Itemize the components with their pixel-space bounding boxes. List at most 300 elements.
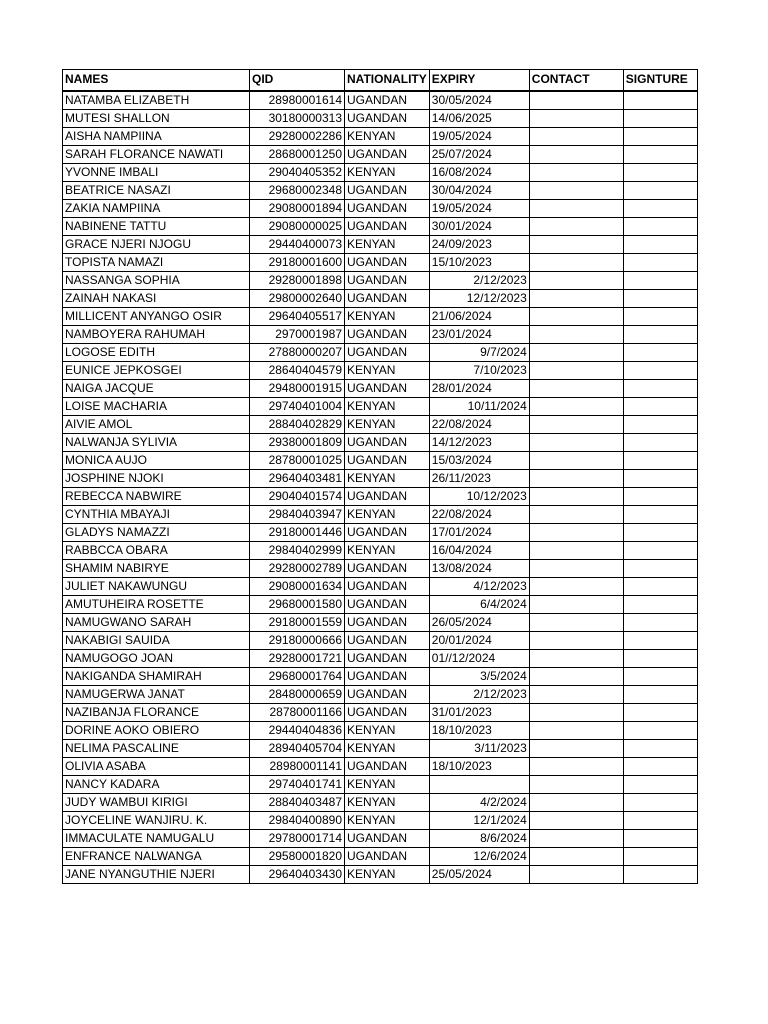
signature-cell: [623, 109, 697, 127]
contact-cell: [529, 109, 623, 127]
contact-cell: [529, 523, 623, 541]
name-cell: GRACE NJERI NJOGU: [63, 235, 250, 253]
expiry-cell: 4/12/2023: [429, 577, 529, 595]
qid-cell: 29680001580: [250, 595, 345, 613]
signature-cell: [623, 829, 697, 847]
signature-cell: [623, 181, 697, 199]
contact-cell: [529, 433, 623, 451]
expiry-cell: 18/10/2023: [429, 757, 529, 775]
qid-cell: 29040405352: [250, 163, 345, 181]
name-cell: LOGOSE EDITH: [63, 343, 250, 361]
table-row: [63, 559, 698, 577]
nationality-cell: UGANDAN: [345, 181, 430, 199]
signature-cell: [623, 631, 697, 649]
expiry-cell: 4/2/2024: [429, 793, 529, 811]
contact-cell: [529, 127, 623, 145]
qid-cell: 29740401004: [250, 397, 345, 415]
header-names: NAMES: [63, 70, 250, 91]
qid-cell: 29480001915: [250, 379, 345, 397]
nationality-cell: KENYAN: [345, 163, 430, 181]
signature-cell: [623, 847, 697, 865]
contact-cell: [529, 487, 623, 505]
expiry-cell: 18/10/2023: [429, 721, 529, 739]
signature-cell: [623, 667, 697, 685]
qid-cell: 29440400073: [250, 235, 345, 253]
signature-cell: [623, 433, 697, 451]
signature-cell: [623, 811, 697, 829]
table-row: [63, 307, 698, 325]
qid-cell: 29080001634: [250, 577, 345, 595]
nationality-cell: KENYAN: [345, 307, 430, 325]
expiry-cell: 12/12/2023: [429, 289, 529, 307]
qid-cell: 29040401574: [250, 487, 345, 505]
expiry-cell: 16/04/2024: [429, 541, 529, 559]
table-row: [63, 541, 698, 559]
expiry-cell: 10/12/2023: [429, 487, 529, 505]
expiry-cell: 30/01/2024: [429, 217, 529, 235]
contact-cell: [529, 505, 623, 523]
nationality-cell: UGANDAN: [345, 595, 430, 613]
expiry-cell: 13/08/2024: [429, 559, 529, 577]
contact-cell: [529, 199, 623, 217]
qid-cell: 29280001898: [250, 271, 345, 289]
qid-cell: 28680001250: [250, 145, 345, 163]
name-cell: MUTESI SHALLON: [63, 109, 250, 127]
table-row: [63, 415, 698, 433]
signature-cell: [623, 163, 697, 181]
contact-cell: [529, 91, 623, 110]
signature-cell: [623, 613, 697, 631]
signature-cell: [623, 325, 697, 343]
signature-cell: [623, 541, 697, 559]
expiry-cell: 19/05/2024: [429, 199, 529, 217]
table-row: [63, 757, 698, 775]
name-cell: BEATRICE NASAZI: [63, 181, 250, 199]
name-cell: NELIMA PASCALINE: [63, 739, 250, 757]
expiry-cell: 23/01/2024: [429, 325, 529, 343]
expiry-cell: 22/08/2024: [429, 415, 529, 433]
name-cell: NASSANGA SOPHIA: [63, 271, 250, 289]
signature-cell: [623, 91, 697, 110]
expiry-cell: 6/4/2024: [429, 595, 529, 613]
table-row: [63, 505, 698, 523]
contact-cell: [529, 163, 623, 181]
contact-cell: [529, 685, 623, 703]
expiry-cell: 21/06/2024: [429, 307, 529, 325]
nationality-cell: UGANDAN: [345, 829, 430, 847]
qid-cell: 28840403487: [250, 793, 345, 811]
contact-cell: [529, 577, 623, 595]
nationality-cell: UGANDAN: [345, 487, 430, 505]
name-cell: TOPISTA NAMAZI: [63, 253, 250, 271]
signature-cell: [623, 793, 697, 811]
table-row: [63, 613, 698, 631]
signature-cell: [623, 415, 697, 433]
signature-cell: [623, 469, 697, 487]
nationality-cell: UGANDAN: [345, 325, 430, 343]
signature-cell: [623, 397, 697, 415]
signature-cell: [623, 559, 697, 577]
contact-cell: [529, 415, 623, 433]
table-row: [63, 289, 698, 307]
qid-cell: 29580001820: [250, 847, 345, 865]
contact-cell: [529, 667, 623, 685]
name-cell: NAKABIGI SAUIDA: [63, 631, 250, 649]
name-cell: GLADYS NAMAZZI: [63, 523, 250, 541]
nationality-cell: UGANDAN: [345, 667, 430, 685]
nationality-cell: UGANDAN: [345, 217, 430, 235]
signature-cell: [623, 343, 697, 361]
contact-cell: [529, 271, 623, 289]
name-cell: SHAMIM NABIRYE: [63, 559, 250, 577]
signature-cell: [623, 523, 697, 541]
signature-cell: [623, 487, 697, 505]
nationality-cell: UGANDAN: [345, 631, 430, 649]
name-cell: ZAINAH NAKASI: [63, 289, 250, 307]
qid-cell: 28480000659: [250, 685, 345, 703]
qid-cell: 29680001764: [250, 667, 345, 685]
contact-cell: [529, 865, 623, 883]
qid-cell: 29080000025: [250, 217, 345, 235]
name-cell: NABINENE TATTU: [63, 217, 250, 235]
table-row: [63, 145, 698, 163]
table-row: [63, 217, 698, 235]
nationality-cell: UGANDAN: [345, 289, 430, 307]
name-cell: NAMUGOGO JOAN: [63, 649, 250, 667]
nationality-cell: UGANDAN: [345, 271, 430, 289]
signature-cell: [623, 235, 697, 253]
expiry-cell: 28/01/2024: [429, 379, 529, 397]
signature-cell: [623, 775, 697, 793]
contact-cell: [529, 847, 623, 865]
qid-cell: 28840402829: [250, 415, 345, 433]
contact-cell: [529, 289, 623, 307]
signature-cell: [623, 703, 697, 721]
expiry-cell: 14/06/2025: [429, 109, 529, 127]
name-cell: OLIVIA ASABA: [63, 757, 250, 775]
table-row: [63, 433, 698, 451]
signature-cell: [623, 199, 697, 217]
table-row: [63, 487, 698, 505]
contact-cell: [529, 703, 623, 721]
name-cell: YVONNE IMBALI: [63, 163, 250, 181]
name-cell: MILLICENT ANYANGO OSIR: [63, 307, 250, 325]
qid-cell: 29440404836: [250, 721, 345, 739]
nationality-cell: KENYAN: [345, 235, 430, 253]
table-row: [63, 379, 698, 397]
name-cell: DORINE AOKO OBIERO: [63, 721, 250, 739]
table-row: [63, 523, 698, 541]
contact-cell: [529, 739, 623, 757]
qid-cell: 2970001987: [250, 325, 345, 343]
expiry-cell: 10/11/2024: [429, 397, 529, 415]
nationality-cell: UGANDAN: [345, 145, 430, 163]
expiry-cell: 20/01/2024: [429, 631, 529, 649]
table-row: [63, 199, 698, 217]
name-cell: AISHA NAMPIINA: [63, 127, 250, 145]
table-row: [63, 271, 698, 289]
header-signature: SIGNTURE: [623, 70, 697, 91]
header-qid: QID: [250, 70, 345, 91]
table-row: [63, 577, 698, 595]
qid-cell: 28640404579: [250, 361, 345, 379]
table-row: [63, 181, 698, 199]
signature-cell: [623, 289, 697, 307]
nationality-cell: KENYAN: [345, 505, 430, 523]
signature-cell: [623, 505, 697, 523]
qid-cell: 29640403481: [250, 469, 345, 487]
contact-cell: [529, 559, 623, 577]
table-row: [63, 109, 698, 127]
header-nationality: NATIONALITY: [345, 70, 430, 91]
nationality-cell: KENYAN: [345, 739, 430, 757]
header-expiry: EXPIRY: [429, 70, 529, 91]
contact-cell: [529, 631, 623, 649]
qid-cell: 29840403947: [250, 505, 345, 523]
name-cell: AMUTUHEIRA ROSETTE: [63, 595, 250, 613]
qid-cell: 29640405517: [250, 307, 345, 325]
nationality-cell: UGANDAN: [345, 649, 430, 667]
contact-cell: [529, 235, 623, 253]
nationality-cell: KENYAN: [345, 415, 430, 433]
table-row: [63, 775, 698, 793]
name-cell: AIVIE AMOL: [63, 415, 250, 433]
nationality-cell: UGANDAN: [345, 613, 430, 631]
contact-cell: [529, 721, 623, 739]
nationality-cell: KENYAN: [345, 397, 430, 415]
expiry-cell: 31/01/2023: [429, 703, 529, 721]
qid-cell: 29740401741: [250, 775, 345, 793]
nationality-cell: UGANDAN: [345, 199, 430, 217]
table-row: [63, 163, 698, 181]
qid-cell: 28780001025: [250, 451, 345, 469]
name-cell: JOYCELINE WANJIRU. K.: [63, 811, 250, 829]
header-row: [63, 70, 698, 91]
name-cell: RABBCCA OBARA: [63, 541, 250, 559]
name-cell: JANE NYANGUTHIE NJERI: [63, 865, 250, 883]
qid-cell: 29780001714: [250, 829, 345, 847]
qid-cell: 28940405704: [250, 739, 345, 757]
nationality-cell: UGANDAN: [345, 109, 430, 127]
table-row: [63, 397, 698, 415]
qid-cell: 29280002789: [250, 559, 345, 577]
nationality-cell: UGANDAN: [345, 451, 430, 469]
table-row: [63, 649, 698, 667]
name-cell: JOSPHINE NJOKI: [63, 469, 250, 487]
name-cell: NAKIGANDA SHAMIRAH: [63, 667, 250, 685]
table-row: [63, 235, 698, 253]
signature-cell: [623, 253, 697, 271]
contact-cell: [529, 613, 623, 631]
name-cell: NAIGA JACQUE: [63, 379, 250, 397]
expiry-cell: 22/08/2024: [429, 505, 529, 523]
signature-cell: [623, 271, 697, 289]
contact-cell: [529, 595, 623, 613]
expiry-cell: 14/12/2023: [429, 433, 529, 451]
nationality-cell: UGANDAN: [345, 559, 430, 577]
signature-cell: [623, 595, 697, 613]
name-cell: EUNICE JEPKOSGEI: [63, 361, 250, 379]
table-row: [63, 793, 698, 811]
signature-cell: [623, 361, 697, 379]
contact-cell: [529, 541, 623, 559]
table-row: [63, 325, 698, 343]
nationality-cell: UGANDAN: [345, 703, 430, 721]
nationality-cell: KENYAN: [345, 721, 430, 739]
qid-cell: 29840402999: [250, 541, 345, 559]
signature-cell: [623, 721, 697, 739]
qid-cell: 29180001446: [250, 523, 345, 541]
signature-cell: [623, 127, 697, 145]
signature-cell: [623, 217, 697, 235]
table-body: [63, 91, 698, 884]
contact-cell: [529, 181, 623, 199]
contact-cell: [529, 361, 623, 379]
signature-cell: [623, 685, 697, 703]
expiry-cell: 3/5/2024: [429, 667, 529, 685]
qid-cell: 27880000207: [250, 343, 345, 361]
name-cell: NAMUGWANO SARAH: [63, 613, 250, 631]
nationality-cell: KENYAN: [345, 775, 430, 793]
expiry-cell: 9/7/2024: [429, 343, 529, 361]
expiry-cell: 7/10/2023: [429, 361, 529, 379]
nationality-cell: UGANDAN: [345, 433, 430, 451]
name-cell: IMMACULATE NAMUGALU: [63, 829, 250, 847]
nationality-cell: UGANDAN: [345, 523, 430, 541]
nationality-cell: UGANDAN: [345, 379, 430, 397]
table-row: [63, 361, 698, 379]
contact-cell: [529, 451, 623, 469]
signature-cell: [623, 145, 697, 163]
expiry-cell: 12/1/2024: [429, 811, 529, 829]
contact-cell: [529, 343, 623, 361]
table-row: [63, 703, 698, 721]
nationality-cell: KENYAN: [345, 865, 430, 883]
table-row: [63, 253, 698, 271]
name-cell: SARAH FLORANCE NAWATI: [63, 145, 250, 163]
name-cell: MONICA AUJO: [63, 451, 250, 469]
qid-cell: 29180001600: [250, 253, 345, 271]
signature-cell: [623, 379, 697, 397]
expiry-cell: 25/05/2024: [429, 865, 529, 883]
expiry-cell: 25/07/2024: [429, 145, 529, 163]
table-row: [63, 469, 698, 487]
qid-cell: 29380001809: [250, 433, 345, 451]
table-row: [63, 667, 698, 685]
nationality-cell: UGANDAN: [345, 253, 430, 271]
expiry-cell: 2/12/2023: [429, 271, 529, 289]
name-cell: CYNTHIA MBAYAJI: [63, 505, 250, 523]
contact-cell: [529, 379, 623, 397]
name-cell: NAMUGERWA JANAT: [63, 685, 250, 703]
table-row: [63, 739, 698, 757]
table-row: [63, 685, 698, 703]
table-row: [63, 847, 698, 865]
expiry-cell: 01//12/2024: [429, 649, 529, 667]
nationality-cell: KENYAN: [345, 541, 430, 559]
contact-cell: [529, 145, 623, 163]
name-cell: NAMBOYERA RAHUMAH: [63, 325, 250, 343]
signature-cell: [623, 577, 697, 595]
table-row: [63, 631, 698, 649]
name-cell: REBECCA NABWIRE: [63, 487, 250, 505]
qid-cell: 29280002286: [250, 127, 345, 145]
nationality-cell: KENYAN: [345, 361, 430, 379]
contact-cell: [529, 757, 623, 775]
signature-cell: [623, 865, 697, 883]
table-row: [63, 595, 698, 613]
nationality-cell: UGANDAN: [345, 847, 430, 865]
expiry-cell: [429, 775, 529, 793]
name-cell: JULIET NAKAWUNGU: [63, 577, 250, 595]
expiry-cell: 26/11/2023: [429, 469, 529, 487]
name-cell: NAZIBANJA FLORANCE: [63, 703, 250, 721]
table-row: [63, 811, 698, 829]
contact-cell: [529, 793, 623, 811]
table-row: [63, 343, 698, 361]
signature-cell: [623, 739, 697, 757]
expiry-cell: 30/04/2024: [429, 181, 529, 199]
qid-cell: 30180000313: [250, 109, 345, 127]
nationality-cell: KENYAN: [345, 793, 430, 811]
qid-cell: 28780001166: [250, 703, 345, 721]
signature-cell: [623, 757, 697, 775]
contact-cell: [529, 217, 623, 235]
signature-cell: [623, 307, 697, 325]
contact-cell: [529, 811, 623, 829]
expiry-cell: 17/01/2024: [429, 523, 529, 541]
table-row: [63, 91, 698, 110]
contact-cell: [529, 775, 623, 793]
name-cell: NALWANJA SYLIVIA: [63, 433, 250, 451]
expiry-cell: 2/12/2023: [429, 685, 529, 703]
expiry-cell: 30/05/2024: [429, 91, 529, 110]
name-cell: ZAKIA NAMPIINA: [63, 199, 250, 217]
contact-cell: [529, 649, 623, 667]
contact-cell: [529, 829, 623, 847]
expiry-cell: 12/6/2024: [429, 847, 529, 865]
contact-cell: [529, 469, 623, 487]
qid-cell: 29180000666: [250, 631, 345, 649]
qid-cell: 29640403430: [250, 865, 345, 883]
contact-cell: [529, 325, 623, 343]
expiry-cell: 16/08/2024: [429, 163, 529, 181]
table-row: [63, 865, 698, 883]
nationality-cell: UGANDAN: [345, 757, 430, 775]
qid-cell: 29180001559: [250, 613, 345, 631]
expiry-cell: 15/10/2023: [429, 253, 529, 271]
table-row: [63, 721, 698, 739]
qid-cell: 28980001141: [250, 757, 345, 775]
expiry-cell: 19/05/2024: [429, 127, 529, 145]
contact-cell: [529, 253, 623, 271]
nationality-cell: KENYAN: [345, 811, 430, 829]
nationality-cell: UGANDAN: [345, 577, 430, 595]
header-contact: CONTACT: [529, 70, 623, 91]
expiry-cell: 15/03/2024: [429, 451, 529, 469]
qid-cell: 29680002348: [250, 181, 345, 199]
contact-cell: [529, 307, 623, 325]
table-row: [63, 127, 698, 145]
expiry-cell: 24/09/2023: [429, 235, 529, 253]
name-cell: NATAMBA ELIZABETH: [63, 91, 250, 110]
register-table: [62, 69, 698, 884]
qid-cell: 29840400890: [250, 811, 345, 829]
nationality-cell: UGANDAN: [345, 343, 430, 361]
expiry-cell: 3/11/2023: [429, 739, 529, 757]
qid-cell: 29280001721: [250, 649, 345, 667]
name-cell: LOISE MACHARIA: [63, 397, 250, 415]
